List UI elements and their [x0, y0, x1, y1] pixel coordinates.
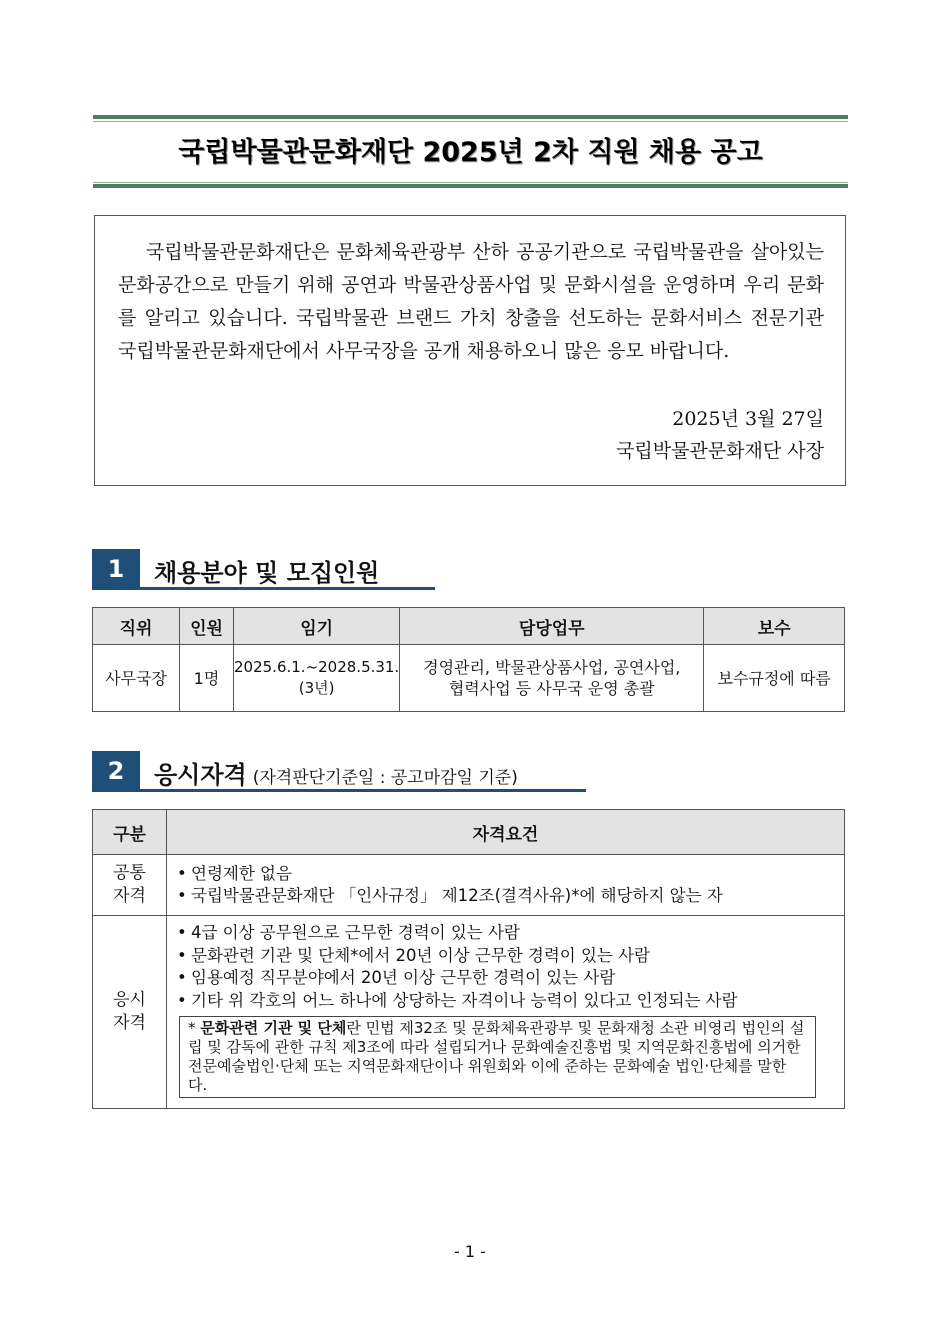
section-number: 1 [92, 549, 140, 589]
cell-duty [400, 645, 704, 712]
header-count: 인원 [180, 608, 234, 645]
list-item: • 국립박물관문화재단 「인사규정」 제12조(결격사유)*에 해당하지 않는 자 [177, 885, 844, 908]
recruitment-table [92, 607, 845, 712]
announcement-date: 2025년 3월 27일 [672, 408, 824, 430]
label-applicant [93, 916, 167, 1109]
list-item: • 연령제한 없음 [177, 863, 844, 886]
page-number: - 1 - [454, 1242, 486, 1261]
intro-paragraph [118, 236, 824, 368]
table-header-row [93, 810, 845, 855]
cell-term [234, 645, 400, 712]
label-line-2: 자격 [113, 886, 146, 906]
applicant-requirements [167, 916, 845, 1109]
header-requirements: 자격요건 [167, 810, 845, 855]
list-item: • 임용예정 직무분야에서 20년 이상 근무한 경력이 있는 사람 [177, 967, 844, 990]
section-title [154, 755, 518, 790]
header-salary: 보수 [704, 608, 845, 645]
section-2-heading [92, 751, 586, 791]
section-title: 채용분야 및 모집인원 [154, 559, 380, 587]
table-row [93, 645, 845, 712]
header-term: 임기 [234, 608, 400, 645]
header-duty: 담당업무 [400, 608, 704, 645]
section-underline [92, 587, 435, 590]
section-number: 2 [92, 751, 140, 791]
cell-position: 사무국장 [93, 645, 180, 712]
list-item: • 문화관련 기관 및 단체*에서 20년 이상 근무한 경력이 있는 사람 [177, 945, 844, 968]
document-title: 국립박물관문화재단 2025년 2차 직원 채용 공고 [178, 137, 763, 168]
term-line-1: 2025.6.1.~2028.5.31. [234, 658, 400, 676]
table-header-row [93, 608, 845, 645]
qualification-table [92, 809, 845, 1109]
footnote-text: 란 민법 제32조 및 문화체육관광부 및 문화재청 소관 비영리 법인의 설립 및 감독에 관한 규칙 제3조에 따라 설립되거나 문화예술진흥법 및 지역문화진흥법에 의거한 전문예술법인‧단체 또는 지역문화재단이나 위원회와 이에 준하는 문화예술 법인·단체를 말한다. [188, 1019, 805, 1094]
title-rule-top-thin [93, 121, 848, 122]
common-requirements [167, 855, 845, 916]
footnote-box [179, 1016, 816, 1098]
list-item: • 4급 이상 공무원으로 근무한 경력이 있는 사람 [177, 922, 844, 945]
footnote-term: 문화관련 기관 및 단체 [200, 1019, 347, 1037]
header-position: 직위 [93, 608, 180, 645]
title-rule-bottom-thin [93, 182, 848, 183]
intro-paragraph-text: 국립박물관문화재단은 문화체육관광부 산하 공공기관으로 국립박물관을 살아있는 문화공간으로 만들기 위해 공연과 박물관상품사업 및 문화시설을 운영하며 우리 문화를 알리고 있습니다. 국립박물관 브랜드 가치 창출을 선도하는 문화서비스 전문기관 국립박물관문화재단에서 사무국장을 공개 채용하오니 많은 응모 바랍니다. [118, 241, 824, 362]
table-row-common [93, 855, 845, 916]
duty-line-1: 경영관리, 박물관상품사업, 공연사업, [423, 658, 681, 677]
label-line-1: 응시 [113, 990, 146, 1010]
title-rule-bottom [93, 184, 848, 188]
footnote-mark: * [188, 1019, 196, 1037]
section-note: (자격판단기준일 : 공고마감일 기준) [252, 768, 518, 788]
duty-line-2: 협력사업 등 사무국 운영 총괄 [448, 679, 655, 698]
section-underline [92, 789, 586, 792]
title-rule-top [93, 115, 848, 119]
table-row-applicant [93, 916, 845, 1109]
cell-salary: 보수규정에 따름 [704, 645, 845, 712]
section-1-heading [92, 549, 435, 589]
requirement-list [177, 863, 844, 908]
requirement-list [177, 922, 844, 1012]
list-item: • 기타 위 각호의 어느 하나에 상당하는 자격이나 능력이 있다고 인정되는 사람 [177, 990, 844, 1013]
label-common [93, 855, 167, 916]
term-line-2: (3년) [298, 679, 335, 697]
announcement-signature: 국립박물관문화재단 사장 [616, 440, 824, 462]
label-line-2: 자격 [113, 1013, 146, 1033]
section-title-text: 응시자격 [154, 761, 247, 789]
label-line-1: 공통 [113, 863, 146, 883]
cell-count: 1명 [180, 645, 234, 712]
header-category: 구분 [93, 810, 167, 855]
